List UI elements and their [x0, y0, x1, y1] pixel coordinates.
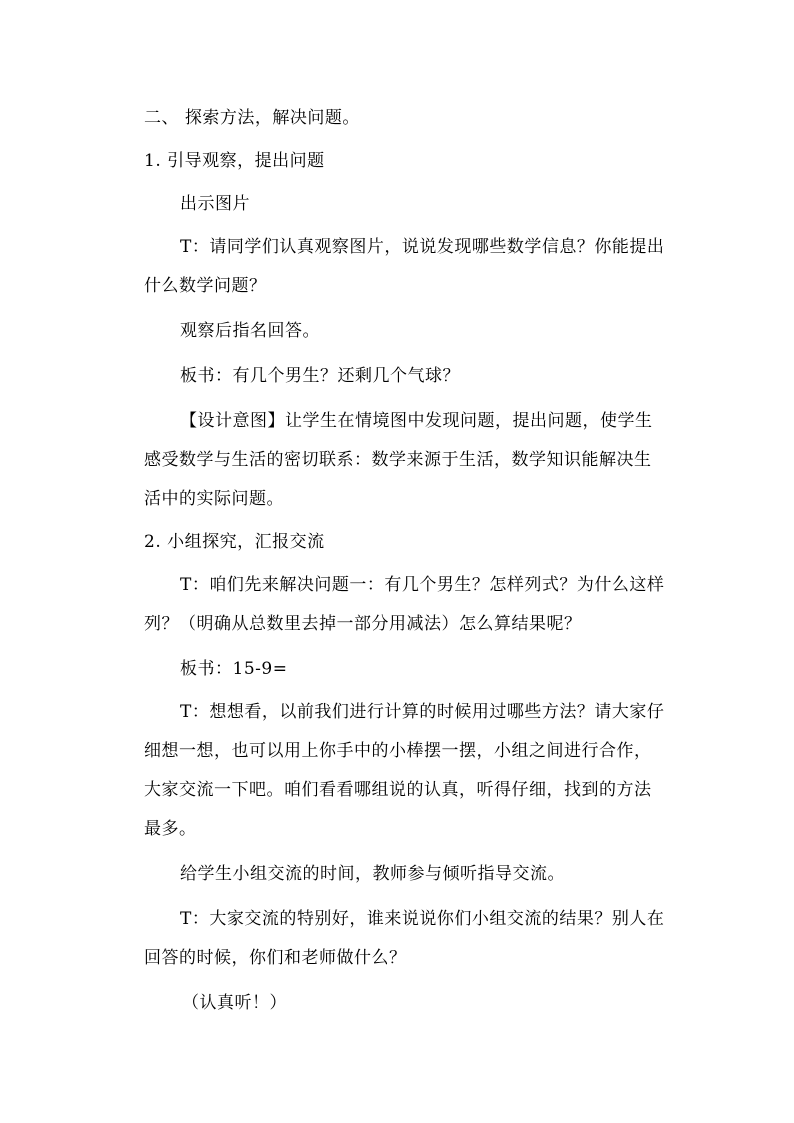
document-body — [144, 100, 664, 1021]
subsection-heading: 2. 小组探究，汇报交流 — [144, 532, 325, 552]
paragraph-line: T：请同学们认真观察图片，说说发现哪些数学信息？你能提出 — [180, 237, 665, 257]
paragraph-line: 活中的实际问题。 — [144, 489, 284, 509]
paragraph-line: 列？（明确从总数里去掉一部分用减法）怎么算结果呢？ — [144, 614, 582, 634]
paragraph-line: 最多。 — [144, 819, 197, 839]
paragraph-line: T：大家交流的特别好，谁来说说你们小组交流的结果？别人在 — [180, 909, 665, 929]
paragraph-line: 什么数学问题？ — [144, 276, 267, 296]
paragraph-line: 回答的时候，你们和老师做什么？ — [144, 948, 407, 968]
section-heading: 二、 探索方法，解决问题。 — [144, 108, 360, 128]
paragraph-line: 细想一想，也可以用上你手中的小棒摆一摆，小组之间进行合作， — [144, 741, 652, 761]
paragraph-line: 出示图片 — [180, 194, 250, 214]
paragraph-line: T：咱们先来解决问题一：有几个男生？怎样列式？为什么这样 — [180, 575, 665, 595]
paragraph-line: 板书：15-9= — [180, 659, 288, 679]
paragraph-line: 【设计意图】让学生在情境图中发现问题，提出问题，使学生 — [180, 411, 653, 431]
paragraph-line: 感受数学与生活的密切联系：数学来源于生活，数学知识能解决生 — [144, 450, 652, 470]
paragraph-line: （认真听！） — [182, 993, 287, 1013]
paragraph-line: 观察后指名回答。 — [180, 321, 320, 341]
paragraph-line: T：想想看，以前我们进行计算的时候用过哪些方法？请大家仔 — [180, 702, 665, 722]
paragraph-line: 板书：有几个男生？还剩几个气球？ — [180, 366, 460, 386]
paragraph-line: 给学生小组交流的时间，教师参与倾听指导交流。 — [180, 864, 565, 884]
subsection-heading: 1. 引导观察，提出问题 — [144, 151, 325, 171]
paragraph-line: 大家交流一下吧。咱们看看哪组说的认真，听得仔细，找到的方法 — [144, 780, 652, 800]
